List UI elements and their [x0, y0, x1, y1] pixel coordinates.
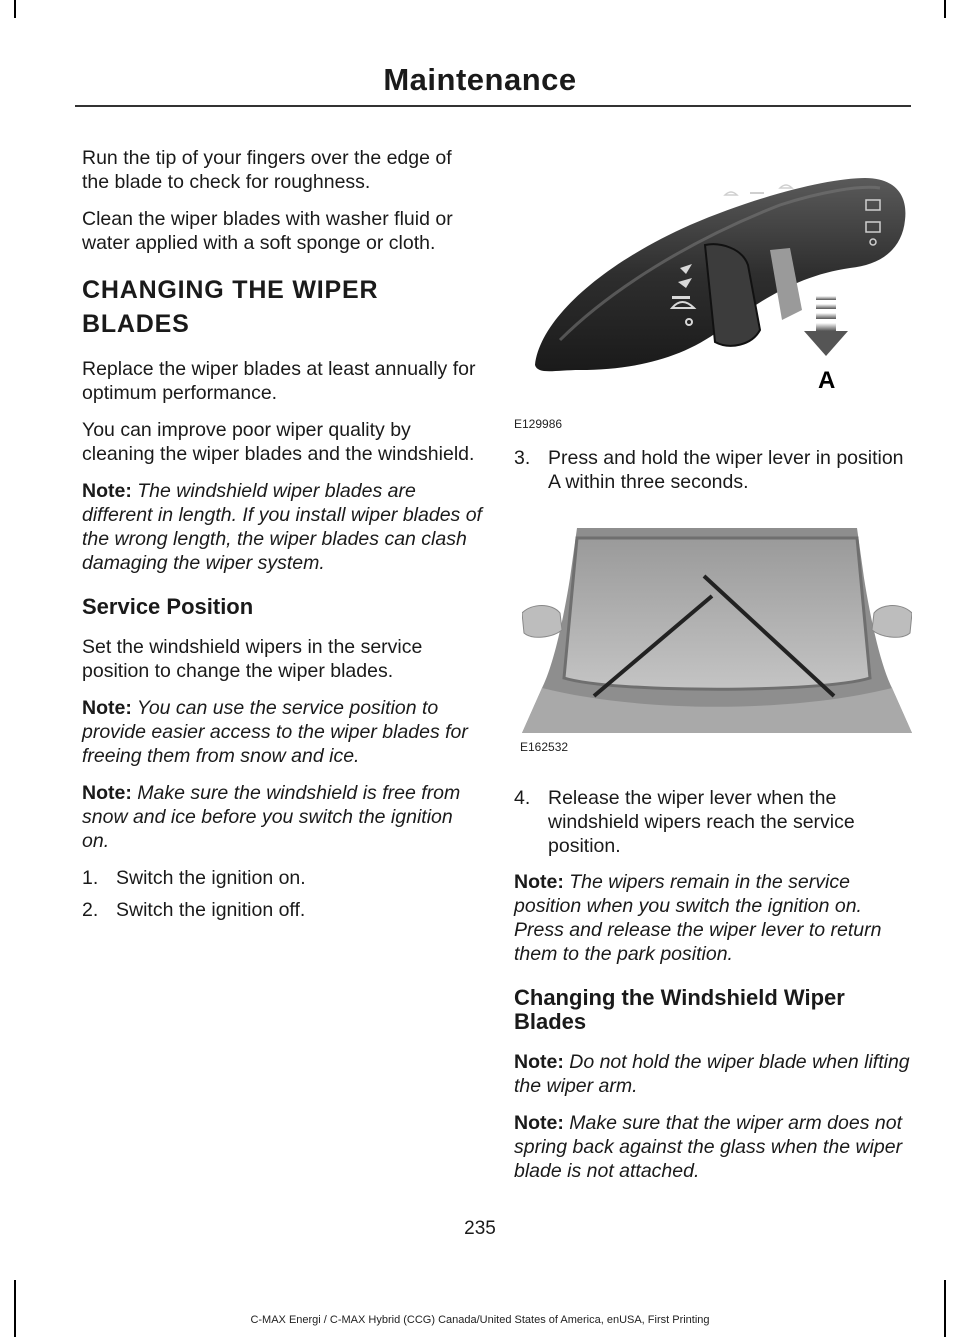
figure-code: E129986 [514, 417, 563, 431]
mirror-left [522, 606, 562, 638]
step-number: 1. [82, 867, 99, 889]
step-item [514, 786, 914, 858]
down-arrow-a [804, 296, 848, 356]
footer-text: C-MAX Energi / C-MAX Hybrid (CCG) Canada/United States of America, enUSA, First Printing [250, 1314, 710, 1326]
step-text: Release the wiper lever when the windshield wipers reach the service position. [548, 787, 855, 857]
left-column [82, 146, 482, 930]
page-title: Maintenance [383, 62, 577, 97]
note-label: Note: [82, 480, 132, 502]
note-label: Note: [514, 871, 564, 893]
step-text: Switch the ignition on. [116, 867, 306, 889]
step-text: Switch the ignition off. [116, 899, 306, 921]
right-column-lower [514, 786, 914, 1196]
note-text: The wipers remain in the service position when you switch the ignition on. Press and release the wiper lever to return them to the park position. [514, 871, 882, 965]
step-text: Press and hold the wiper lever in position A within three seconds. [548, 447, 904, 493]
note [514, 870, 914, 966]
note-label: Note: [82, 697, 132, 719]
note-label: Note: [82, 782, 132, 804]
section-heading [82, 273, 482, 341]
paragraph: Set the windshield wipers in the service position to change the wiper blades. [82, 636, 423, 682]
position-label: A [818, 367, 836, 394]
crop-mark-bottom-left-v [14, 1280, 16, 1337]
step-item [82, 898, 482, 922]
note-text: Make sure that the wiper arm does not spring back against the glass when the wiper blade is not attached. [514, 1112, 903, 1182]
paragraph: Clean the wiper blades with washer fluid or water applied with a soft sponge or cloth. [82, 208, 453, 254]
note-text: You can use the service position to provide easier access to the wiper blades for freeing them from snow and ice. [82, 697, 468, 767]
crop-mark-top-left-v [14, 0, 16, 18]
mirror-right [872, 606, 912, 638]
step-number: 4. [514, 787, 531, 809]
crop-mark-top-right-v [944, 0, 946, 18]
crop-mark-bottom-right-v [944, 1280, 946, 1337]
paragraph: Run the tip of your fingers over the edge of the blade to check for roughness. [82, 147, 452, 193]
figure-code: E162532 [520, 740, 569, 754]
windshield-illustration [522, 518, 912, 733]
subsection-heading: Service Position [82, 594, 254, 619]
subsection-heading: Changing the Windshield Wiper Blades [514, 985, 845, 1034]
page-number: 235 [464, 1218, 496, 1239]
paragraph: You can improve poor wiper quality by cleaning the wiper blades and the windshield. [82, 419, 475, 465]
note-text: Do not hold the wiper blade when lifting the wiper arm. [514, 1051, 910, 1097]
step-number: 3. [514, 447, 531, 469]
step-number: 2. [82, 899, 99, 921]
note [514, 1050, 914, 1098]
step-item [82, 866, 482, 890]
right-column [514, 446, 914, 502]
windshield-glass [564, 538, 870, 689]
wiper-lever-illustration [520, 170, 910, 395]
step-item [514, 446, 914, 494]
note-label: Note: [514, 1112, 564, 1134]
section-heading-line1: CHANGING THE WIPER [82, 276, 379, 304]
section-heading-line2: BLADES [82, 310, 190, 338]
note-label: Note: [514, 1051, 564, 1073]
note [82, 479, 482, 575]
note [82, 781, 482, 853]
note [514, 1111, 914, 1183]
note-text: The windshield wiper blades are different in length. If you install wiper blades of the wrong length, the wiper blades can clash damaging the wiper system. [82, 480, 482, 574]
note [82, 696, 482, 768]
paragraph: Replace the wiper blades at least annually for optimum performance. [82, 358, 476, 404]
note-text: Make sure the windshield is free from snow and ice before you switch the ignition on. [82, 782, 461, 852]
header-divider [75, 105, 911, 107]
